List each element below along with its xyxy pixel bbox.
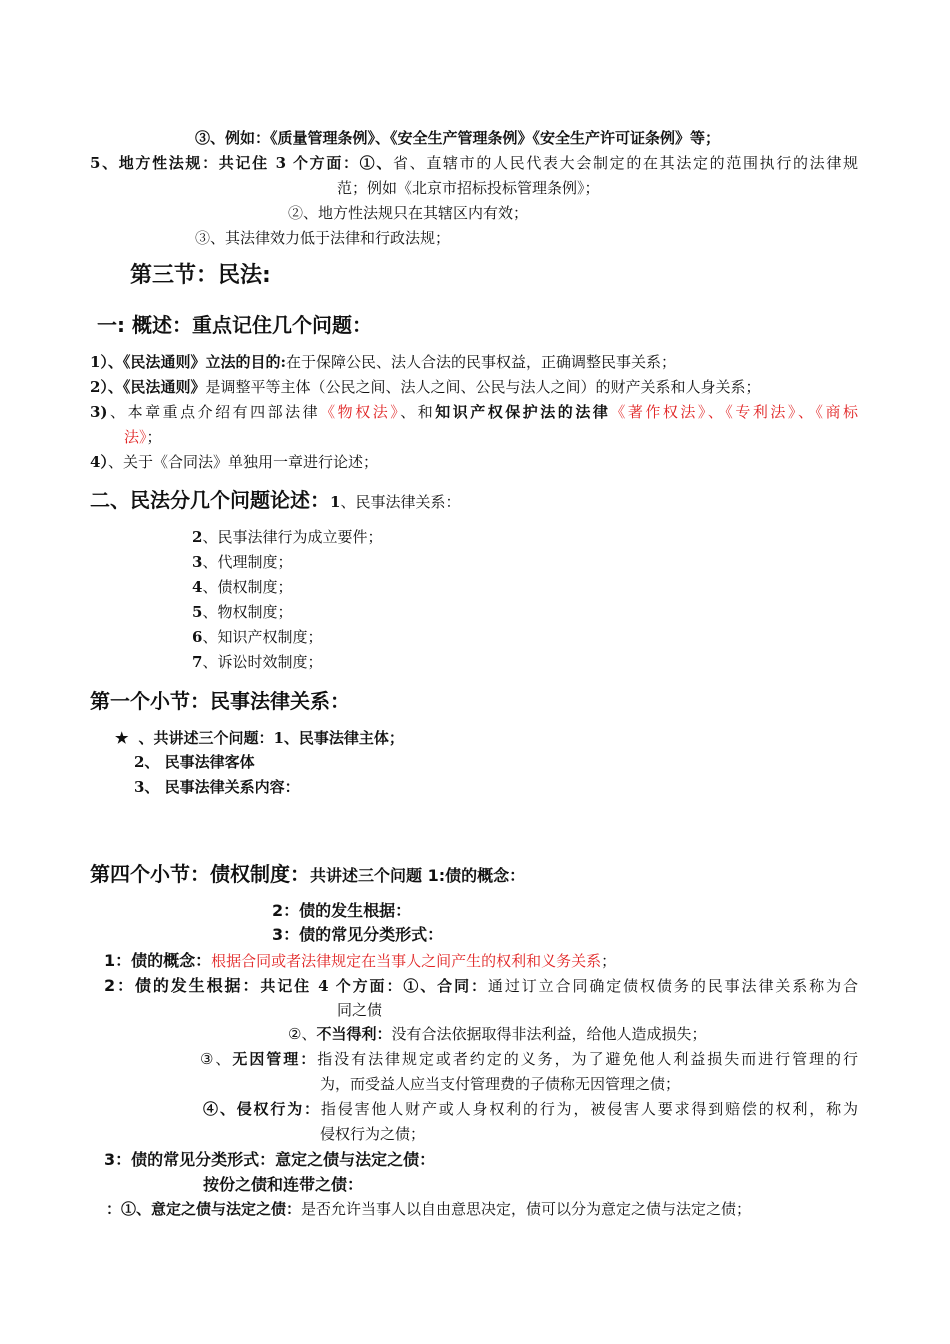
topic-item: 6、知识产权制度； — [192, 628, 323, 646]
debt-origin-label: 2：债的发生根据： — [104, 976, 261, 995]
tort-cont: 侵权行为之债； — [320, 1125, 426, 1143]
point-1-text: 在于保障公民、法人合法的民事权益，正确调整民事关系； — [285, 353, 676, 371]
unjust-enrichment-num: ②、 — [288, 1025, 317, 1043]
point-3-end: ； — [146, 428, 162, 446]
debt-origin-contract-text: 通过订立合同确定债权债务的民事法律关系称为合 — [487, 977, 858, 995]
local-regulation-scope: ②、地方性法规只在其辖区内有效； — [288, 204, 529, 222]
subsection-1-intro-text: 、共讲述三个问题：1、民事法律主体； — [138, 729, 404, 747]
topic-1-text: 、民事法律关系： — [340, 493, 461, 511]
section-title: 第三节：民法: — [130, 263, 271, 288]
local-regulation-body: 省、直辖市的人民代表大会制定的在其法定的范围执行的法律规 — [392, 154, 858, 172]
tort-label: 侵权行为： — [236, 1100, 321, 1118]
topic-1-number: 1 — [330, 493, 341, 511]
point-2-label: 2）、《民法通则》 — [90, 378, 206, 396]
law-example-line: ③、例如：《质量管理条例》、《安全生产管理条例》《安全生产许可证条例》等； — [195, 129, 721, 147]
local-regulation-effect: ③、其法律效力低于法律和行政法规； — [195, 229, 451, 247]
subsection-1-title: 第一个小节：民事法律关系： — [90, 689, 350, 713]
debt-topic-3: 3：债的常见分类形式： — [272, 925, 444, 944]
debt-concept-line — [104, 950, 616, 972]
debt-origin-line — [104, 975, 858, 997]
overview-point-3 — [90, 402, 858, 422]
topic-item: 3、代理制度； — [192, 553, 293, 571]
debt-topic-2: 2：债的发生根据： — [272, 901, 412, 920]
point-3-text: 、本章重点介绍有四部法律 — [107, 403, 321, 421]
point-4-label: 4） — [90, 453, 108, 471]
tort-num: ④、 — [203, 1100, 237, 1118]
debt-concept-definition: 根据合同或者法律规定在当事人之间产生的权利和义务关系 — [211, 952, 602, 970]
subsection-1-item-2: 2、 民事法律客体 — [134, 753, 255, 771]
tort-line — [203, 1099, 858, 1119]
topics-heading-text: 二、民法分几个问题论述： — [90, 488, 330, 512]
topic-item: 7、诉讼时效制度； — [192, 653, 323, 671]
point-4-text: 、关于《合同法》单独用一章进行论述； — [107, 453, 378, 471]
debt-origin-contract-cont: 同之债 — [337, 1001, 383, 1019]
negotiorum-text: 指没有法律规定或者约定的义务，为了避免他人利益损失而进行管理的行 — [317, 1050, 858, 1068]
unjust-enrichment-line — [288, 1024, 706, 1044]
topic-item: 2、民事法律行为成立要件； — [192, 528, 383, 546]
debt-classification-line: 3：债的常见分类形式：意定之债与法定之债： — [104, 1150, 436, 1169]
unjust-enrichment-label: 不当得利： — [316, 1025, 392, 1043]
ip-law-refs: 《著作权法》、《专利法》、《商标 — [610, 403, 858, 421]
local-regulation-example: 范；例如《北京市招标投标管理条例》； — [337, 179, 600, 197]
debt-concept-end: ； — [601, 952, 617, 970]
debt-classification-2: 按份之债和连带之债： — [203, 1175, 364, 1194]
subsection-4-title — [90, 861, 525, 889]
point-3-and: 、和 — [400, 403, 436, 421]
local-regulation-line — [90, 153, 858, 173]
point-1-label: 1）、《民法通则》立法的目的: — [90, 353, 286, 371]
overview-heading: 一: 概述：重点记住几个问题： — [97, 313, 372, 337]
subsection-4-title-tail: 共讲述三个问题 1:债的概念： — [310, 866, 526, 885]
overview-point-4 — [90, 452, 378, 472]
unjust-enrichment-text: 没有合法依据取得非法利益，给他人造成损失； — [391, 1025, 707, 1043]
consensual-statutory-label: ：①、意定之债与法定之债： — [106, 1200, 302, 1218]
overview-point-1 — [90, 352, 676, 372]
ip-law-label: 知识产权保护法的法律 — [435, 403, 611, 421]
point-3-label: 3) — [90, 403, 108, 421]
point-2-text: 是调整平等主体（公民之间、法人之间、公民与法人之间）的财产关系和人身关系； — [205, 378, 761, 396]
overview-point-3-cont — [124, 427, 162, 447]
negotiorum-gestio-cont: 为，而受益人应当支付管理费的子债称无因管理之债； — [320, 1075, 681, 1093]
debt-concept-label: 1：债的概念： — [104, 951, 212, 970]
tort-text: 指侵害他人财产或人身权利的行为，被侵害人要求得到赔偿的权利，称为 — [320, 1100, 858, 1118]
consensual-statutory-text: 是否允许当事人以自由意思决定，债可以分为意定之债与法定之债； — [301, 1200, 752, 1218]
property-law-ref: 《物权法》 — [320, 403, 401, 421]
subsection-1-intro — [115, 728, 404, 748]
debt-origin-contract-label: 共记住 4 个方面：①、合同： — [260, 977, 488, 995]
trademark-law-tail: 法》 — [124, 428, 147, 446]
subsection-1-item-3: 3、 民事法律关系内容： — [134, 778, 300, 796]
negotiorum-label: 无因管理： — [232, 1050, 318, 1068]
overview-point-2 — [90, 377, 760, 397]
negotiorum-gestio-line — [200, 1049, 858, 1069]
local-regulation-head: 5、地方性法规：共记住 3 个方面：①、 — [90, 154, 393, 172]
consensual-statutory-line — [106, 1199, 751, 1219]
topic-item: 4、债权制度； — [192, 578, 293, 596]
star-icon: ★ — [115, 729, 129, 747]
subsection-4-title-text: 第四个小节：债权制度： — [90, 862, 310, 886]
topic-item: 5、物权制度； — [192, 603, 293, 621]
negotiorum-num: ③、 — [200, 1050, 233, 1068]
civil-law-topics-heading — [90, 487, 460, 515]
